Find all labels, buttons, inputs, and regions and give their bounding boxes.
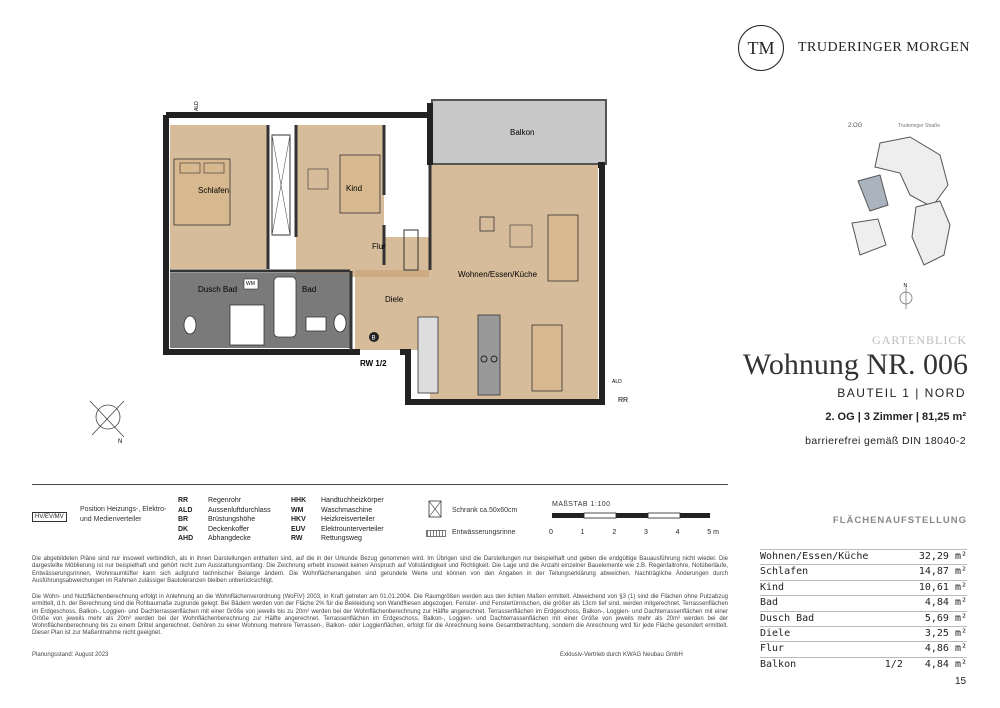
scale-tick: 4 bbox=[675, 529, 680, 536]
area-value: 3,25 m² bbox=[924, 627, 967, 639]
area-title: FLÄCHENAUFSTELLUNG bbox=[832, 515, 967, 526]
room-label-duschbad: Dusch Bad bbox=[198, 285, 238, 294]
keyplan-north: N bbox=[903, 283, 908, 289]
area-value: 5,69 m² bbox=[924, 612, 967, 624]
scale-bar bbox=[552, 512, 712, 520]
floor-plan bbox=[160, 95, 629, 415]
brand-header bbox=[738, 25, 970, 71]
area-row bbox=[760, 596, 967, 611]
area-name: Dusch Bad bbox=[760, 612, 815, 624]
area-name: Kind bbox=[760, 581, 785, 593]
area-name: Bad bbox=[760, 597, 779, 609]
mark-ald: ALD bbox=[194, 101, 200, 111]
abbr-key: WM bbox=[291, 506, 304, 514]
mark-rr: RR bbox=[618, 397, 629, 404]
scale-ticks bbox=[549, 529, 719, 536]
area-row bbox=[760, 565, 967, 580]
unit-bauteil: BAUTEIL 1 | NORD bbox=[837, 386, 966, 400]
unit-subtitle: GARTENBLICK bbox=[872, 333, 967, 347]
brand-name: TRUDERINGER MORGEN bbox=[798, 40, 970, 55]
abbr-key: ALD bbox=[178, 506, 193, 514]
brand-logo: TM bbox=[738, 25, 784, 71]
scale-tick: 5 m bbox=[707, 529, 719, 536]
compass-label: N bbox=[118, 439, 123, 445]
abbr-val: Aussenluftdurchlass bbox=[208, 506, 271, 514]
area-value: 4,84 m² bbox=[924, 597, 967, 609]
key-plan bbox=[840, 115, 970, 315]
abbr-val: Regenrohr bbox=[208, 497, 242, 504]
area-name: Flur bbox=[760, 643, 785, 655]
abbr-key: RR bbox=[178, 497, 189, 504]
scale-label: MAßSTAB 1:100 bbox=[552, 501, 611, 508]
room-label-bad: Bad bbox=[302, 285, 317, 294]
keyplan-floor: 2.OG bbox=[848, 123, 863, 129]
area-value: 10,61 m² bbox=[918, 581, 967, 593]
planungsstand: Planungsstand: August 2023 bbox=[32, 652, 109, 658]
area-note: 1/2 bbox=[884, 658, 903, 670]
scale-tick: 1 bbox=[580, 529, 585, 536]
rinne-label: Entwässerungsrinne bbox=[452, 529, 516, 536]
room-label-kind: Kind bbox=[346, 184, 363, 193]
hv-box: HV/EV/MV bbox=[32, 512, 67, 522]
room-label-flur: Flur bbox=[372, 242, 386, 251]
abbr-key: EUV bbox=[291, 525, 306, 533]
scale-tick: 2 bbox=[612, 529, 617, 536]
abbr-val: Waschmaschine bbox=[321, 506, 373, 514]
area-row bbox=[760, 627, 967, 642]
area-row bbox=[760, 549, 967, 565]
legend-divider bbox=[32, 484, 728, 485]
abbr-val: Elektrounterverteiler bbox=[321, 525, 384, 533]
abbr-key: BR bbox=[178, 516, 189, 523]
abbr-key: HKV bbox=[291, 516, 306, 523]
area-table bbox=[760, 549, 967, 672]
unit-summary: 2. OG | 3 Zimmer | 81,25 m² bbox=[825, 411, 966, 423]
scale-tick: 0 bbox=[549, 529, 553, 536]
unit-title: Wohnung NR. 006 bbox=[742, 348, 968, 381]
abbr-val: Handtuchheizkörper bbox=[321, 497, 384, 504]
room-label-wohnen: Wohnen/Essen/Küche bbox=[458, 270, 538, 279]
compass-icon bbox=[80, 395, 140, 450]
abbr-val: Brüstungshöhe bbox=[208, 516, 256, 523]
unit-barrier: barrierefrei gemäß DIN 18040-2 bbox=[805, 435, 966, 447]
abbr-val: Rettungsweg bbox=[321, 535, 362, 542]
area-value: 14,87 m² bbox=[918, 566, 967, 578]
room-label-diele: Diele bbox=[385, 295, 404, 304]
abbr-val: Abhangdecke bbox=[208, 535, 251, 542]
area-row bbox=[760, 581, 967, 596]
mark-wm: WM bbox=[246, 281, 255, 287]
abbr-key: AHD bbox=[178, 535, 194, 542]
area-value: 32,29 m² bbox=[918, 551, 967, 562]
disclaimer-p2: Die Wohn- und Nutzflächenberechnung erfolgt in Anlehnung an die Wohnflächenverordnung (WoFlV) 2003, in Kraft getreten am 01.01.2004. Die Raumgrößen werden aus den lichten Maßen ermittelt. Abweichend von §3 (1) sind die Flächen ohne Putzabzug ermittelt, d.h. der Berechnung sind die Rohbaumaße zugrunde gelegt. Bei Bädern werden von der Fläche 2% für die Bekleidung von Wandfliesen abgezogen. Fenster- und Fenstertürnischen, die größer als 13cm tief sind, werden mitgerechnet. Terrassenflächen im Erdgeschoss, Balkon-, Loggien- und Dachterrassenflächen mit einer Größe von jeweils bis zu 20m² werden bei der Wohnflächenberechnung zur Hälfte angerechnet. Terrassenflächen im Erdgeschoss, Balkon-, Loggien- und Dachterrassenflächen mit einer Größe von jeweils mehr als 20m² werden bei der Wohnflächenberechnung zur Hälfte angerechnet. Terrassenflächen im Erdgeschoss, Balkon-, Loggien- und Dachterrassenflächen mit einer Größe von jeweils mehr als 20m² werden bei der Wohnflächenberechnung bis zu einem Drittel angerechnet. Gehören zu einer Wohnung mehrere Terrassen-, Balkon- oder Loggienflächen, erfolgt für die Anrechnung keine Gesamtbetrachtung, sondern die Anrechnung wird für jede Fläche gesondert ermittelt. Dieser Plan ist zur Maßentnahme nicht geeignet. bbox=[32, 594, 728, 637]
abbr-val: Deckenkoffer bbox=[208, 525, 250, 533]
mark-ald-2: ALD bbox=[612, 379, 622, 385]
area-row bbox=[760, 658, 967, 672]
area-name: Schlafen bbox=[760, 566, 809, 578]
abbr-val: Heizkreisverteiler bbox=[321, 516, 375, 523]
area-row bbox=[760, 612, 967, 627]
mark-b: B bbox=[371, 335, 376, 342]
page-number: 15 bbox=[955, 676, 967, 687]
abbr-key: HHK bbox=[291, 497, 307, 504]
abbr-key: DK bbox=[178, 525, 189, 533]
abbr-list-2 bbox=[291, 496, 411, 544]
schrank-label: Schrank ca.50x60cm bbox=[452, 507, 518, 514]
area-name: Wohnen/Essen/Küche bbox=[760, 551, 869, 562]
room-label-balkon: Balkon bbox=[510, 128, 535, 137]
abbr-list-1 bbox=[178, 496, 298, 544]
area-value: 4,84 m² bbox=[924, 658, 967, 670]
schrank-icon bbox=[428, 500, 442, 518]
room-label-schlafen: Schlafen bbox=[198, 186, 230, 195]
floor-wohnen bbox=[430, 165, 598, 401]
keyplan-street: Truderinger Straße bbox=[898, 123, 941, 129]
area-name: Balkon bbox=[760, 658, 797, 670]
rinne-icon bbox=[426, 530, 446, 537]
scale-tick: 3 bbox=[643, 529, 648, 536]
area-value: 4,86 m² bbox=[924, 643, 967, 655]
abbr-key: RW bbox=[291, 535, 303, 542]
disclaimer-p1: Die abgebildeten Pläne sind nur insoweit verbindlich, als in ihnen Darstellungen enthalten sind, auf die in der Urkunde Bezug genommen wird. Im Übrigen sind die Darstellungen nur beispielhaft und geben die endgültige Bauausführung nicht wieder. Die dargestellte Möblierung ist nur beispielhaft und gehört nicht zum Ausstattungsumfang. Die Zeichnung erhebt insoweit keinen Anspruch auf Vollständigkeit und Richtigkeit. Die Lage und die Anzahl einzelner Bauelemente wie z.B. Regenfallrohre, Notüberläufe, Entwässerungsrinnen, Wohnraumlüfter kann sich aufgrund technischer Belange ändern. Die Wohnflächenangaben sind gerundete Werte und können von den Angaben in der Teilungserklärung abweichen. Nachträgliche Änderungen durch Ausführungsabweichungen im Rahmen zulässiger Bautoleranzen bleiben unberücksichtigt. bbox=[32, 556, 728, 584]
hv-text: Position Heizungs-, Elektro- und Medienverteiler bbox=[80, 506, 167, 523]
mark-rw: RW 1/2 bbox=[360, 359, 387, 368]
vertrieb: Exklusiv-Vertrieb durch KWAG Neubau GmbH bbox=[560, 652, 683, 658]
area-row bbox=[760, 642, 967, 657]
area-name: Diele bbox=[760, 627, 791, 639]
